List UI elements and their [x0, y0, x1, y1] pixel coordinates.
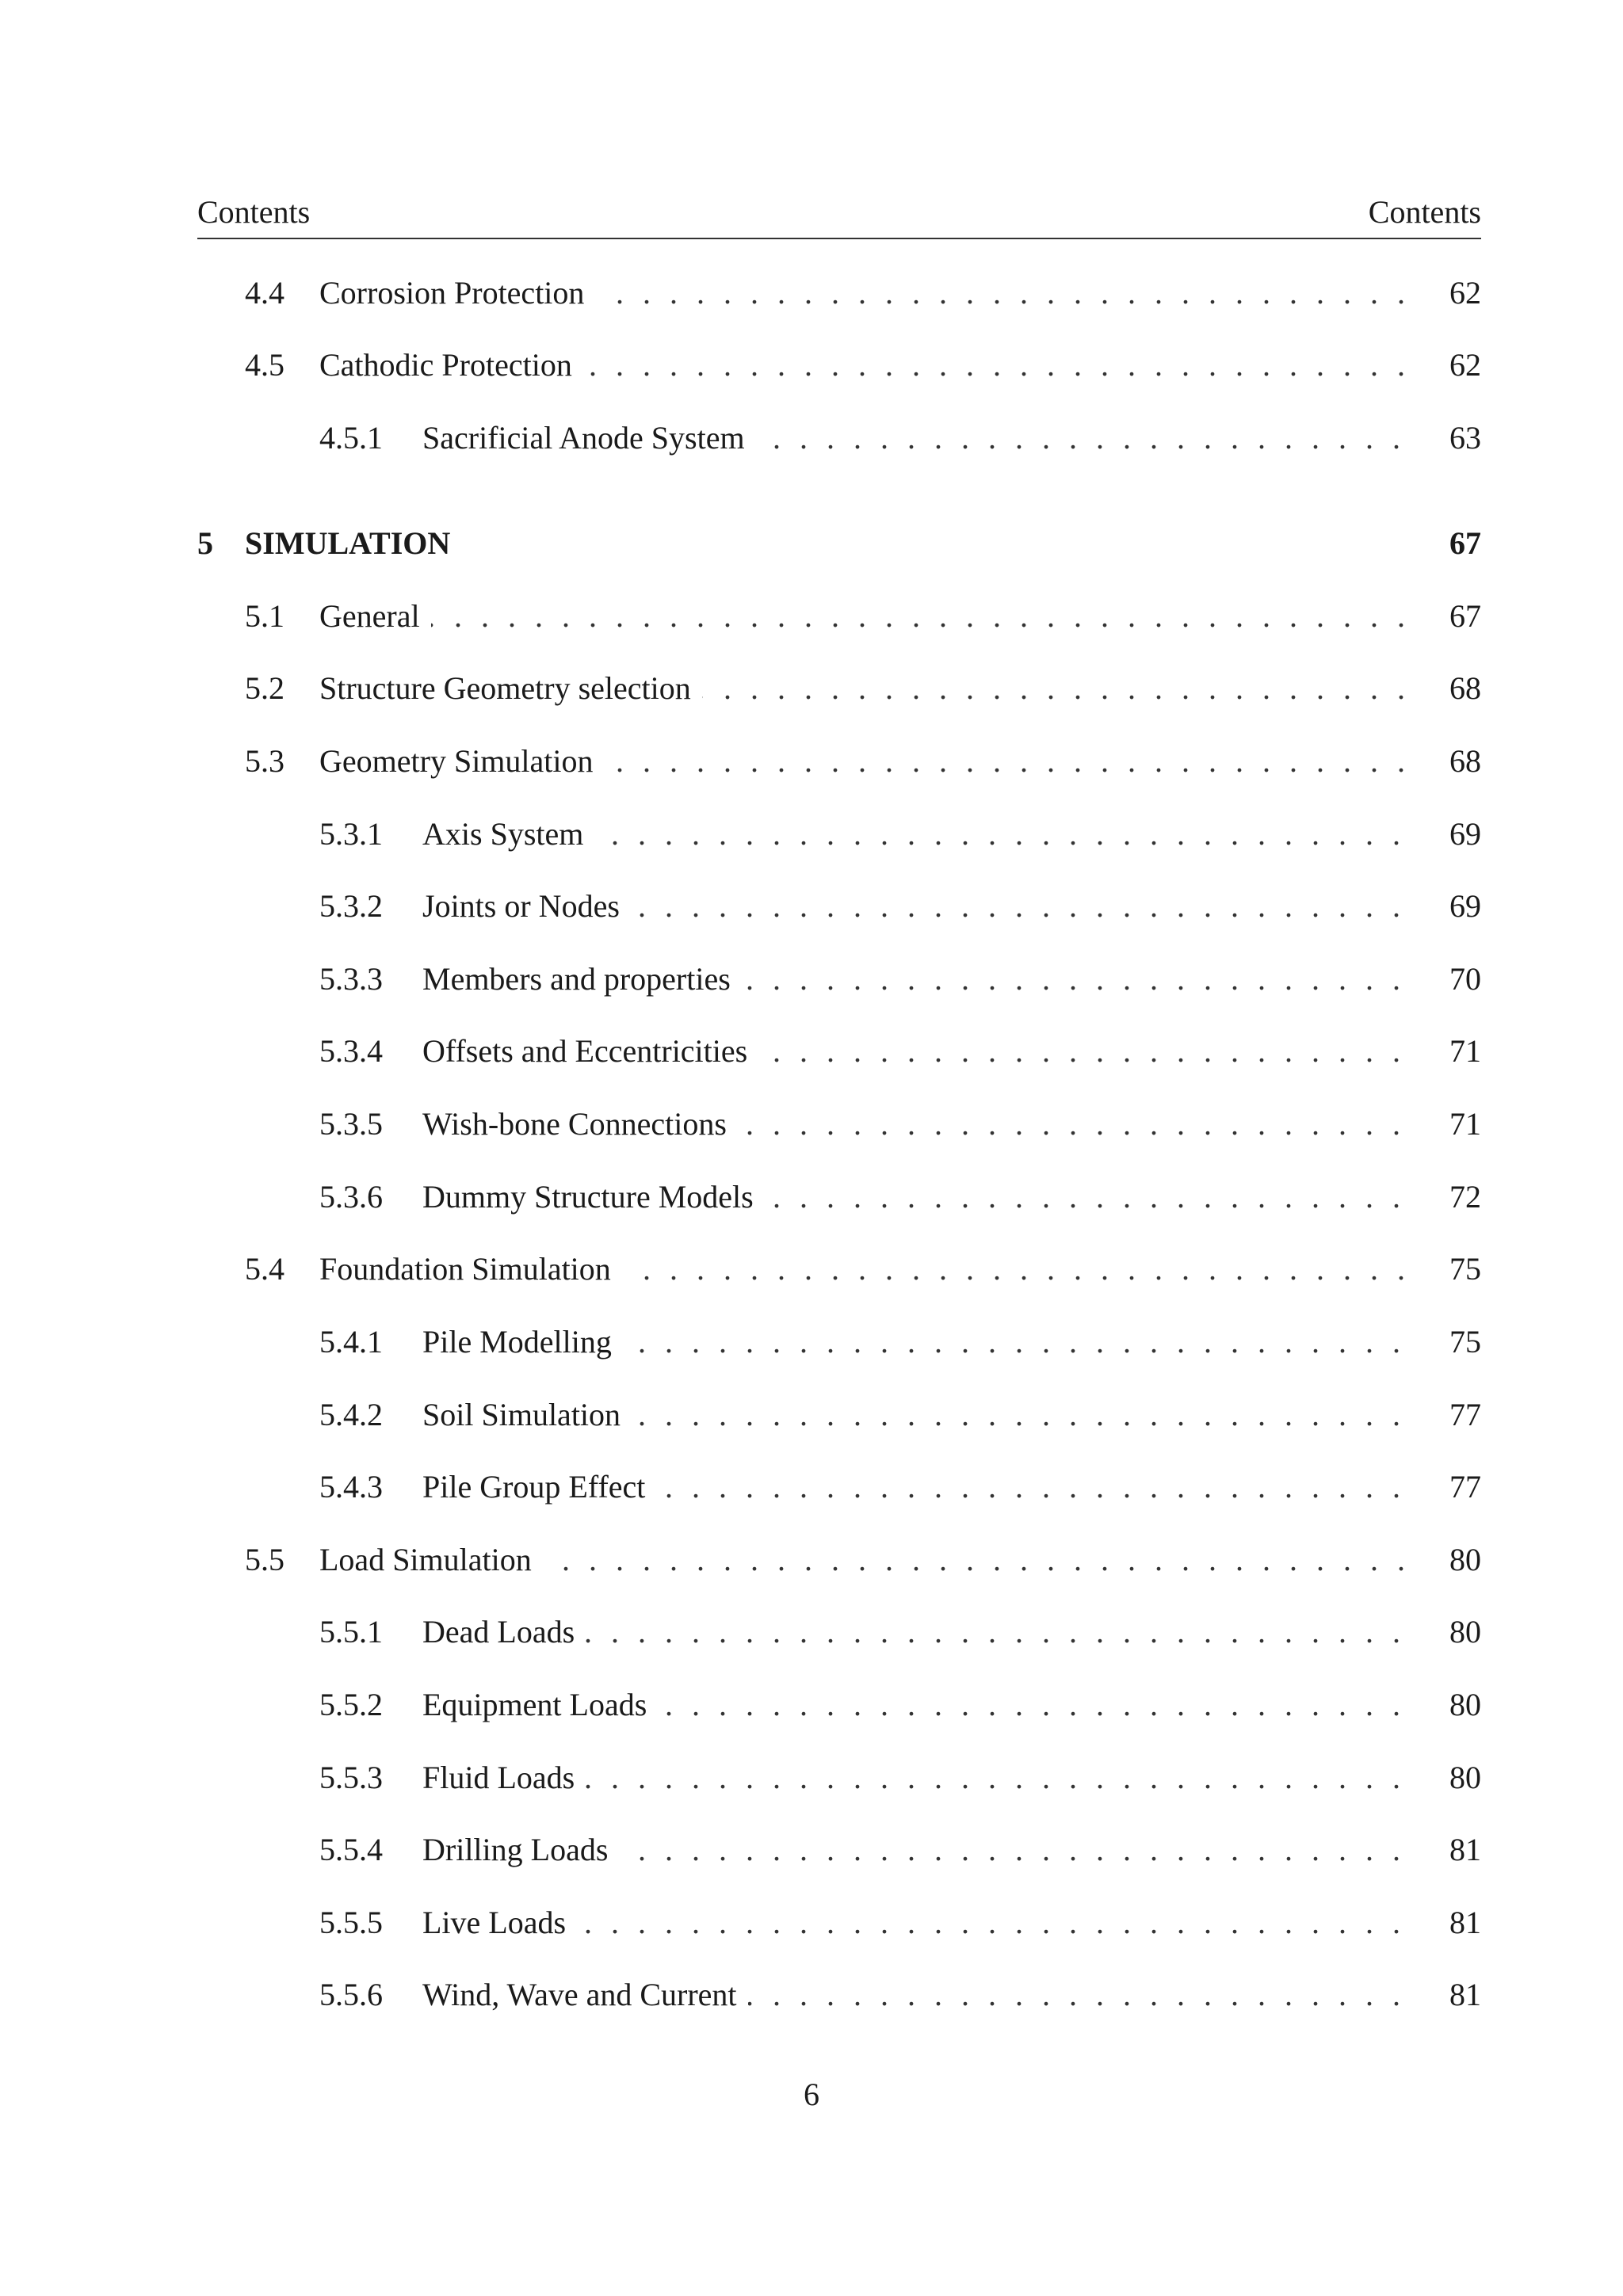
toc-entry-page: 62	[1449, 275, 1481, 311]
toc-entry-page: 70	[1449, 961, 1481, 997]
toc-entry[interactable]	[197, 955, 1481, 1003]
toc-entry[interactable]	[197, 593, 1481, 640]
toc-entry-page: 69	[1449, 816, 1481, 852]
toc-entry-title: Foundation Simulation	[319, 1245, 622, 1293]
page-number: 6	[804, 2077, 819, 2112]
toc-entry-page: 81	[1449, 1832, 1481, 1867]
toc-entry-number: 5.5.5	[319, 1905, 383, 1940]
toc-entry-number: 5.3.2	[319, 888, 383, 924]
toc-entry-number: 5.4	[245, 1251, 285, 1287]
toc-entry-title: General	[319, 593, 431, 640]
toc-entry-page: 62	[1449, 347, 1481, 383]
toc-entry-title: Geometry Simulation	[319, 738, 605, 785]
toc-entry-number: 5.4.2	[319, 1397, 383, 1432]
toc-entry[interactable]	[197, 1826, 1481, 1874]
toc-entry[interactable]	[197, 1536, 1481, 1584]
toc-entry-page: 80	[1449, 1542, 1481, 1577]
toc-entry-number: 5.5	[245, 1542, 285, 1577]
toc-entry-title: Live Loads	[422, 1899, 577, 1947]
toc-entry-number: 4.5.1	[319, 420, 383, 456]
toc-entry-number: 5.5.2	[319, 1687, 383, 1722]
toc-dot-leader	[319, 593, 1406, 640]
toc-entry-page: 71	[1449, 1106, 1481, 1142]
toc-entry-number: 5	[197, 525, 213, 561]
toc-entry[interactable]	[197, 810, 1481, 858]
toc-entry-title: Pile Group Effect	[422, 1463, 656, 1511]
toc-entry-page: 63	[1449, 420, 1481, 456]
toc-entry-number: 5.4.3	[319, 1469, 383, 1505]
toc-entry-title: Drilling Loads	[422, 1826, 619, 1874]
toc-entry-title: Axis System	[422, 810, 594, 858]
toc-entry[interactable]	[197, 1100, 1481, 1148]
toc-entry-page: 75	[1449, 1324, 1481, 1360]
toc-entry-title: Wind, Wave and Current	[422, 1971, 748, 2019]
toc-entry[interactable]	[197, 1681, 1481, 1729]
toc-entry[interactable]	[197, 1245, 1481, 1293]
toc-entry-page: 67	[1449, 525, 1481, 561]
toc-entry[interactable]	[197, 1971, 1481, 2019]
toc-entry[interactable]	[197, 1463, 1481, 1511]
toc-entry[interactable]	[197, 1391, 1481, 1439]
toc-entry-page: 71	[1449, 1033, 1481, 1069]
toc-entry-number: 5.5.6	[319, 1977, 383, 2012]
toc-entry[interactable]	[197, 1318, 1481, 1366]
toc-entry-title: Dead Loads	[422, 1608, 586, 1656]
toc-entry-title: Pile Modelling	[422, 1318, 623, 1366]
toc-entry[interactable]	[197, 414, 1481, 462]
toc-entry[interactable]	[197, 269, 1481, 317]
toc-entry-page: 80	[1449, 1687, 1481, 1722]
toc-entry-number: 5.3.1	[319, 816, 383, 852]
toc-entry[interactable]	[197, 520, 1481, 567]
header-left-title: Contents	[197, 194, 311, 230]
toc-entry-number: 5.3.4	[319, 1033, 383, 1069]
toc-entry-title: Load Simulation	[319, 1536, 543, 1584]
toc-entry-number: 5.2	[245, 670, 285, 706]
toc-entry-page: 81	[1449, 1977, 1481, 2012]
toc-entry-title: Cathodic Protection	[319, 341, 583, 389]
toc-entry-title: Offsets and Eccentricities	[422, 1028, 758, 1075]
toc-entry-page: 77	[1449, 1397, 1481, 1432]
toc-entry-number: 5.5.1	[319, 1614, 383, 1650]
toc-entry-page: 80	[1449, 1760, 1481, 1795]
toc-entry[interactable]	[197, 1173, 1481, 1221]
toc-entry[interactable]	[197, 1754, 1481, 1802]
header-right-title: Contents	[1368, 194, 1481, 230]
toc-entry-title: Structure Geometry selection	[319, 665, 702, 712]
toc-entry-page: 75	[1449, 1251, 1481, 1287]
toc-entry[interactable]	[197, 665, 1481, 712]
toc-entry[interactable]	[197, 341, 1481, 389]
toc-entry[interactable]	[197, 1608, 1481, 1656]
toc-entry-number: 4.4	[245, 275, 285, 311]
toc-entry[interactable]	[197, 1028, 1481, 1075]
toc-entry-number: 5.5.4	[319, 1832, 383, 1867]
toc-entry-title: Dummy Structure Models	[422, 1173, 765, 1221]
toc-entry-page: 72	[1449, 1179, 1481, 1215]
toc-entry[interactable]	[197, 1899, 1481, 1947]
toc-entry-page: 81	[1449, 1905, 1481, 1940]
toc-entry-title: SIMULATION	[245, 520, 461, 567]
toc-entry-number: 5.5.3	[319, 1760, 383, 1795]
toc-entry-number: 5.1	[245, 598, 285, 634]
toc-entry-title: Fluid Loads	[422, 1754, 586, 1802]
toc-entry-page: 80	[1449, 1614, 1481, 1650]
toc-entry[interactable]	[197, 738, 1481, 785]
toc-entry-title: Joints or Nodes	[422, 883, 631, 930]
toc-entry-title: Sacrificial Anode System	[422, 414, 756, 462]
toc-entry-number: 5.4.1	[319, 1324, 383, 1360]
toc-entry-number: 5.3	[245, 743, 285, 779]
running-header	[197, 190, 1481, 239]
toc-entry-page: 69	[1449, 888, 1481, 924]
toc-entry-page: 77	[1449, 1469, 1481, 1505]
toc-entry-number: 4.5	[245, 347, 285, 383]
toc-entry-number: 5.3.6	[319, 1179, 383, 1215]
toc-entry-page: 68	[1449, 743, 1481, 779]
toc-entry-title: Equipment Loads	[422, 1681, 658, 1729]
toc-entry-title: Members and properties	[422, 955, 742, 1003]
toc-entry-page: 67	[1449, 598, 1481, 634]
toc-entry[interactable]	[197, 883, 1481, 930]
toc-entry-number: 5.3.3	[319, 961, 383, 997]
toc-entry-title: Corrosion Protection	[319, 269, 595, 317]
toc-entry-title: Wish-bone Connections	[422, 1100, 738, 1148]
toc-entry-page: 68	[1449, 670, 1481, 706]
toc-entry-number: 5.3.5	[319, 1106, 383, 1142]
toc-entry-title: Soil Simulation	[422, 1391, 632, 1439]
